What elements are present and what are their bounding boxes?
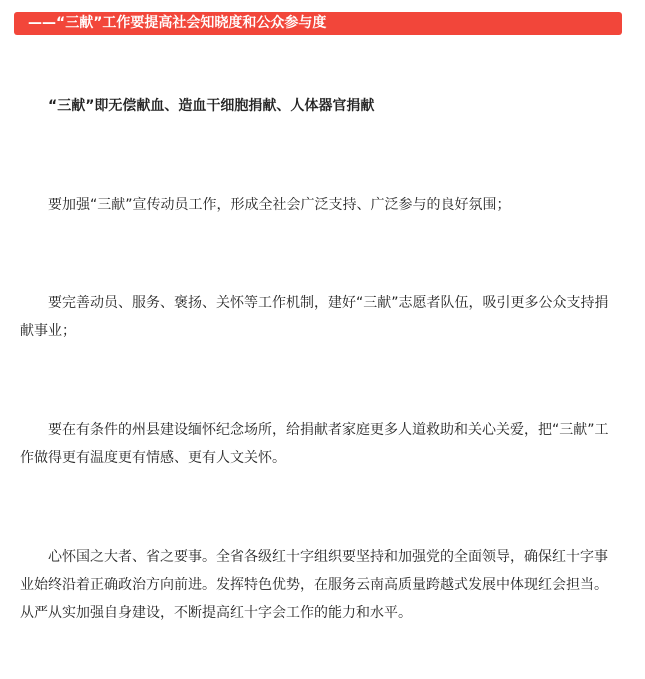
paragraph-definition: “三献”即无偿献血、造血干细胞捐献、人体器官捐献: [48, 98, 375, 114]
section-header: ——“三献”工作要提高社会知晓度和公众参与度: [14, 12, 622, 35]
paragraph-memorial: 要在有条件的州县建设缅怀纪念场所，给捐献者家庭更多人道救助和关心关爱，把“三献”工作做得更有温度更有情感、更有人文关怀。: [20, 422, 609, 466]
paragraph-leadership: 心怀国之大者、省之要事。全省各级红十字组织要坚持和加强党的全面领导，确保红十字事业始终沿着正确政治方向前进。发挥特色优势，在服务云南高质量跨越式发展中体现红会担当。从严从实加强自身建设，不断提高红十字会工作的能力和水平。: [20, 549, 608, 621]
paragraph-mechanism: 要完善动员、服务、褒扬、关怀等工作机制，建好“三献”志愿者队伍，吸引更多公众支持捐献事业；: [20, 295, 609, 339]
paragraph-publicity: 要加强“三献”宣传动员工作，形成全社会广泛支持、广泛参与的良好氛围；: [48, 197, 511, 213]
